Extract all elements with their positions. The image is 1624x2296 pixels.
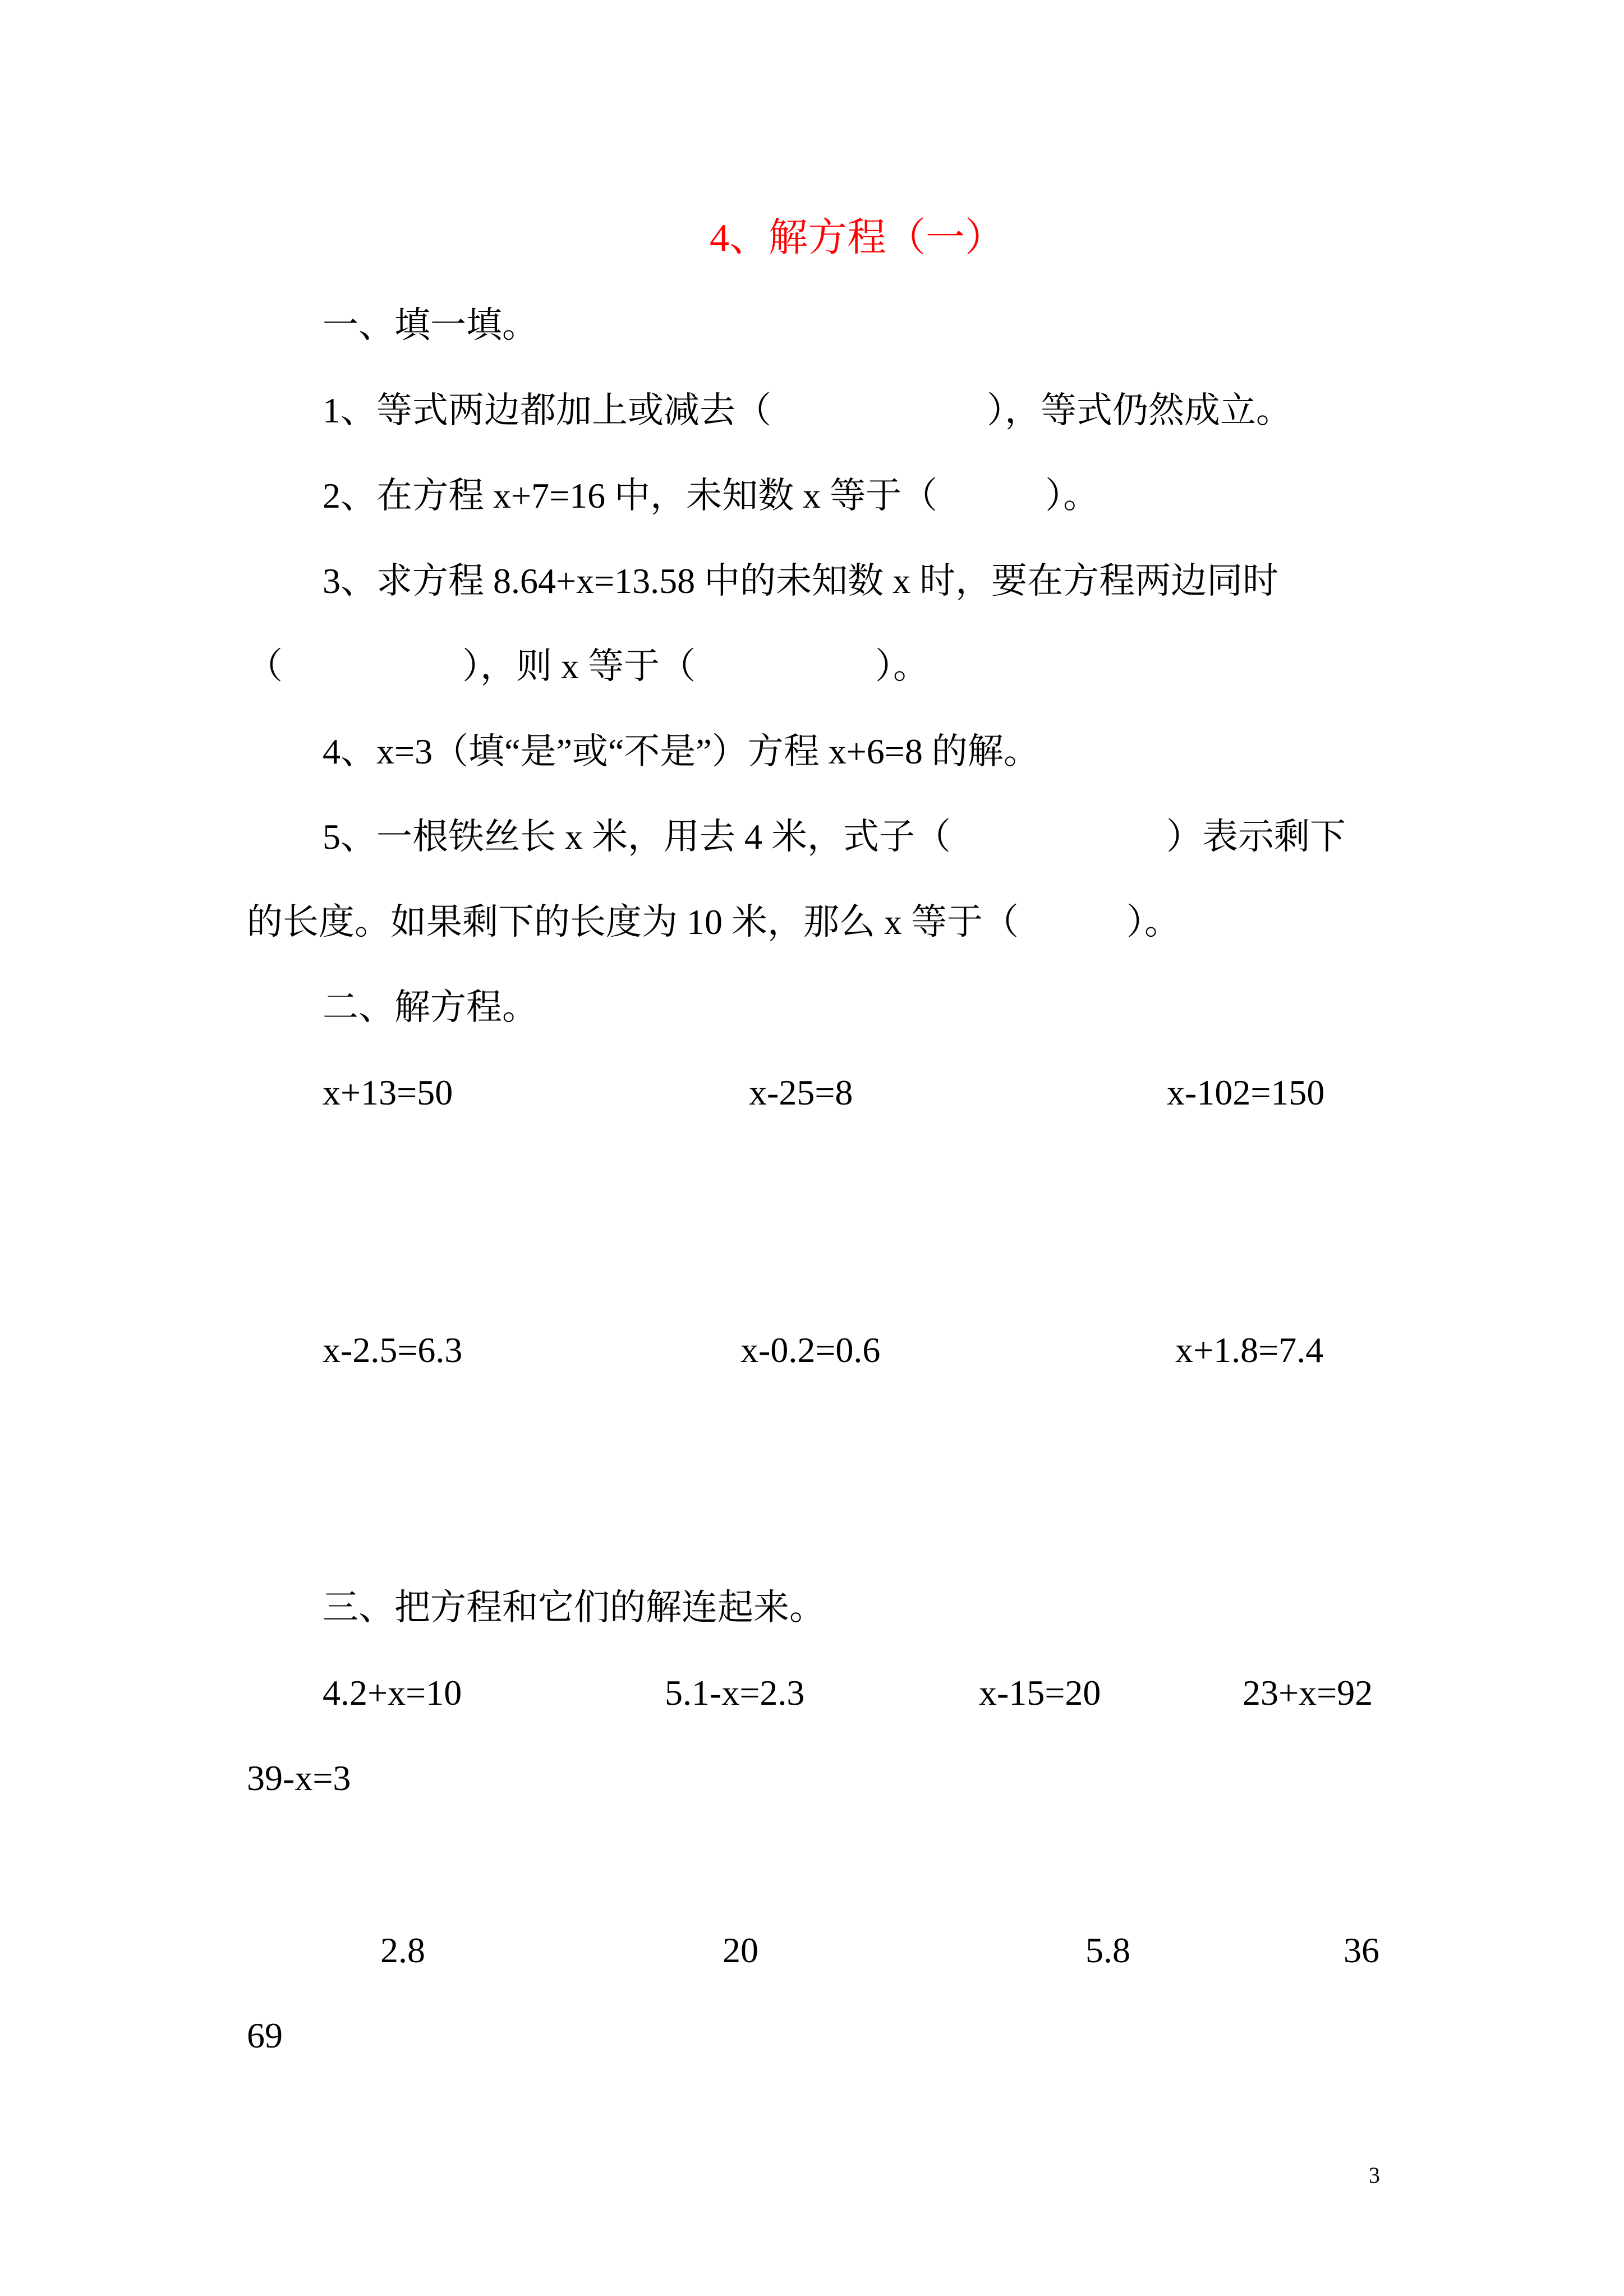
section-2-heading: 二、解方程。 (323, 987, 538, 1027)
match-solution: 20 (723, 1930, 758, 1970)
page-number: 3 (1369, 2162, 1380, 2188)
match-equation: 39-x=3 (247, 1758, 351, 1798)
match-equation: 5.1-x=2.3 (665, 1673, 805, 1713)
equation: x-25=8 (749, 1073, 853, 1112)
match-equation: x-15=20 (979, 1673, 1101, 1713)
match-equation: 4.2+x=10 (323, 1673, 462, 1713)
question-2: 2、在方程 x+7=16 中，未知数 x 等于（ ）。 (323, 476, 1099, 516)
match-solution: 2.8 (380, 1930, 425, 1970)
equation: x+13=50 (323, 1073, 453, 1112)
section-1-heading: 一、填一填。 (323, 305, 538, 345)
question-3-line-2: （ ），则 x 等于（ ）。 (247, 646, 929, 686)
equation: x-102=150 (1167, 1073, 1325, 1112)
equation: x-0.2=0.6 (740, 1330, 881, 1370)
match-solution: 36 (1344, 1930, 1379, 1970)
question-5-line-1: 5、一根铁丝长 x 米，用去 4 米，式子（ ）表示剩下 (323, 817, 1346, 857)
page-title: 4、解方程（一） (710, 217, 1004, 260)
match-equation: 23+x=92 (1243, 1673, 1373, 1713)
question-5-line-2: 的长度。如果剩下的长度为 10 米，那么 x 等于（ ）。 (247, 902, 1180, 942)
question-3-line-1: 3、求方程 8.64+x=13.58 中的未知数 x 时，要在方程两边同时 (323, 561, 1279, 601)
match-solution: 5.8 (1085, 1930, 1130, 1970)
equation: x-2.5=6.3 (323, 1330, 463, 1370)
section-3-heading: 三、把方程和它们的解连起来。 (323, 1588, 825, 1627)
question-1: 1、等式两边都加上或减去（ ），等式仍然成立。 (323, 390, 1292, 430)
question-4: 4、x=3（填“是”或“不是”）方程 x+6=8 的解。 (323, 731, 1039, 771)
match-solution: 69 (247, 2016, 283, 2055)
equation: x+1.8=7.4 (1175, 1330, 1324, 1370)
